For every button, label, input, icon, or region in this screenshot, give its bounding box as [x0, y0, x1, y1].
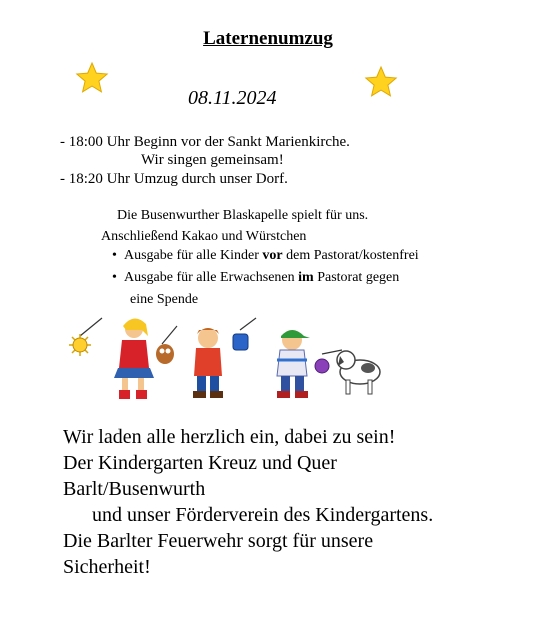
bullet-adults-bold: im: [298, 270, 314, 285]
bullet-adults-text-end: Pastorat gegen: [313, 270, 400, 285]
closing-kindergarten: Der Kindergarten Kreuz und Quer: [63, 452, 337, 474]
bullet-adults: [124, 270, 399, 286]
star-icon: [364, 65, 398, 99]
star-icon: [75, 61, 109, 95]
page-title: Laternenumzug: [203, 28, 333, 49]
bullet-adults-continued: eine Spende: [130, 292, 199, 307]
closing-support-association: und unser Förderverein des Kindergartens.: [92, 504, 434, 526]
schedule-line-singing: Wir singen gemeinsam!: [141, 152, 284, 168]
band-info: Die Busenwurther Blaskapelle spielt für uns.: [117, 208, 369, 223]
bullet-children-bold: vor: [262, 248, 283, 263]
refreshments-info: Anschließend Kakao und Würstchen: [101, 229, 307, 244]
bullet-children-text-end: dem Pastorat/kostenfrei: [282, 248, 419, 263]
closing-invitation: Wir laden alle herzlich ein, dabei zu sein!: [63, 426, 396, 448]
closing-fire-brigade: Die Barlter Feuerwehr sorgt für unsere: [63, 530, 374, 552]
closing-location: Barlt/Busenwurth: [63, 478, 206, 500]
bullet-children-text: Ausgabe für alle Kinder: [124, 248, 263, 263]
bullet-adults-text: Ausgabe für alle Erwachsenen: [124, 270, 299, 285]
schedule-line-procession: - 18:20 Uhr Umzug durch unser Dorf.: [60, 171, 288, 187]
bullet-children: [124, 248, 419, 264]
lantern-children-illustration: [62, 314, 392, 406]
closing-safety: Sicherheit!: [63, 556, 151, 578]
schedule-line-start: - 18:00 Uhr Beginn vor der Sankt Marienkirche.: [60, 134, 350, 150]
event-date: 08.11.2024: [188, 87, 277, 109]
